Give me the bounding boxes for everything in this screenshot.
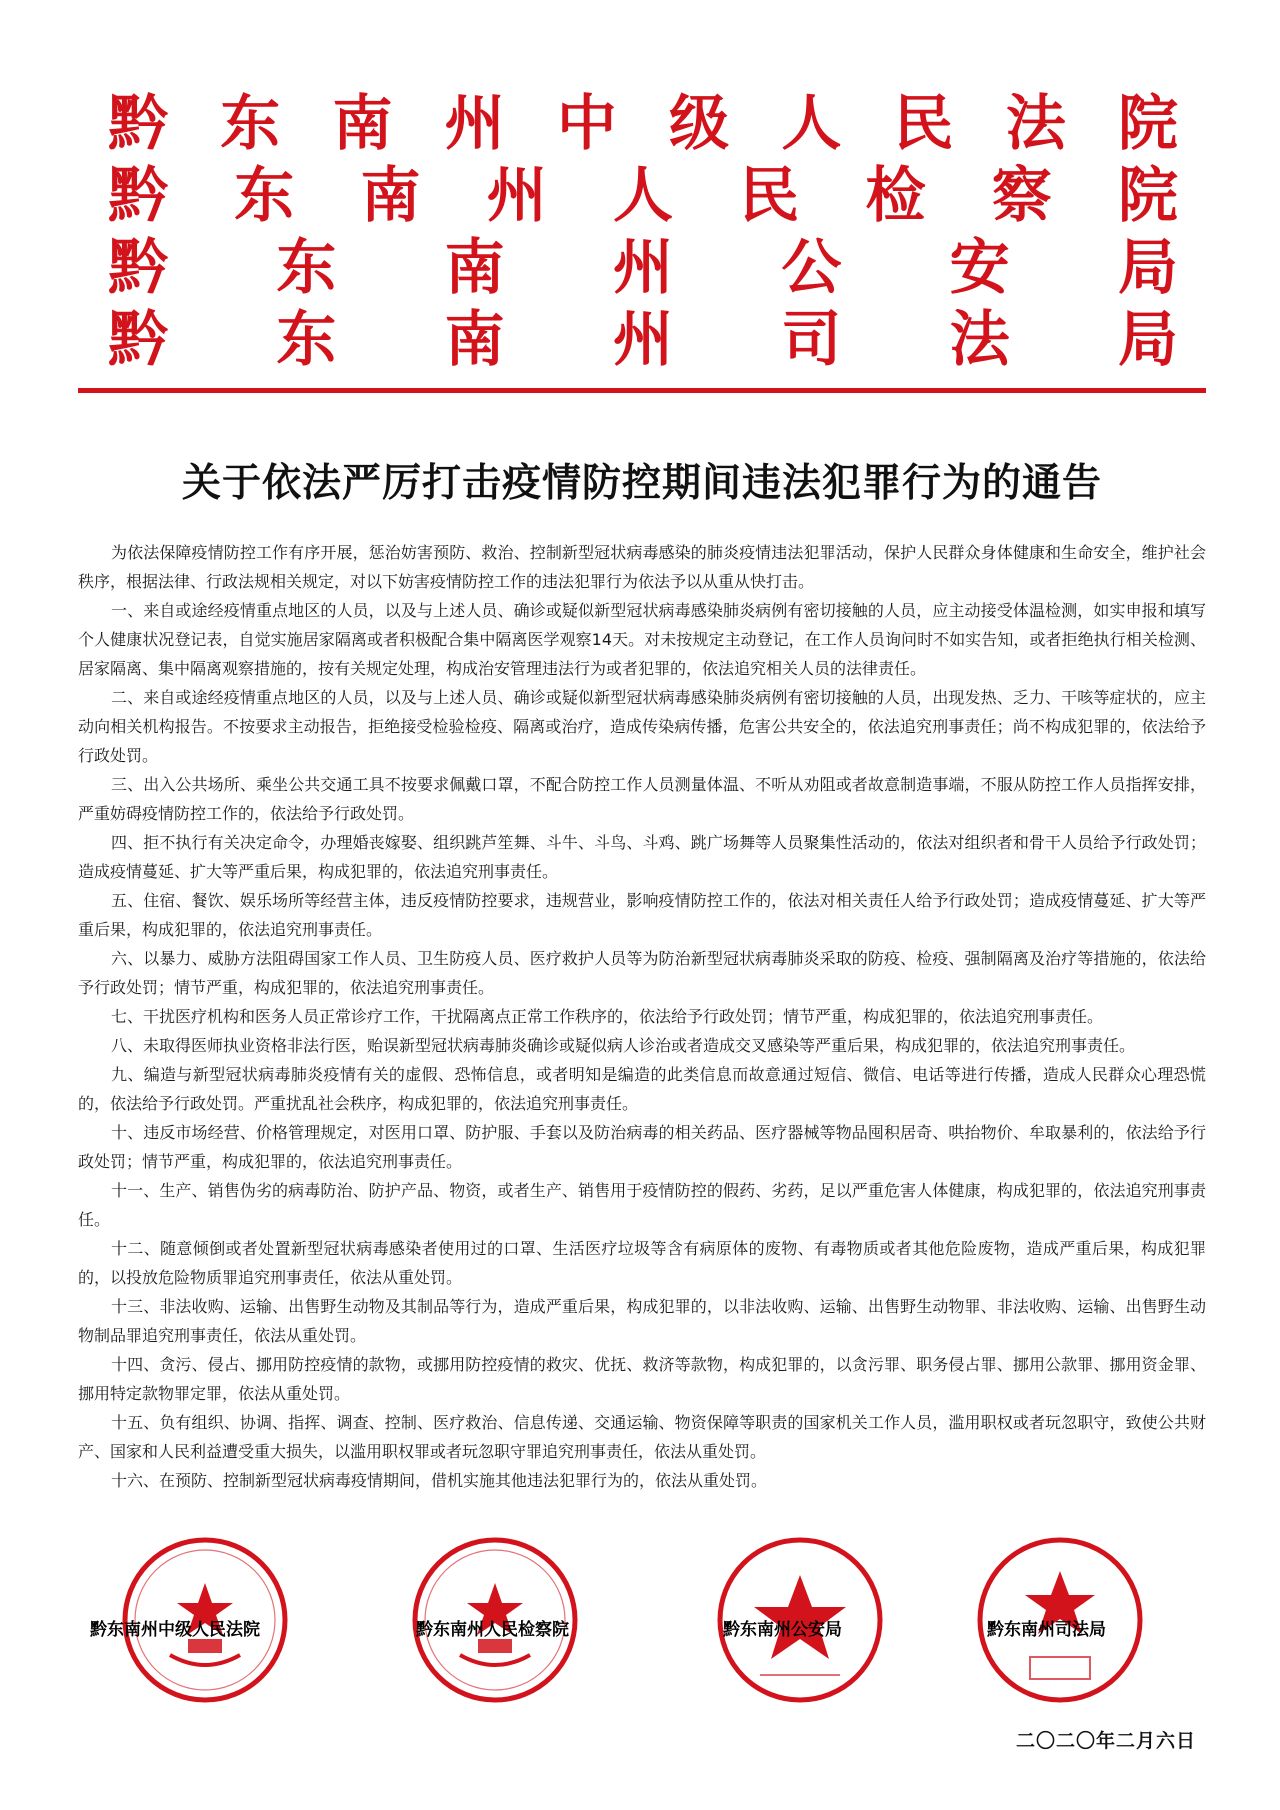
header-char: 院	[1117, 89, 1178, 159]
header-char: 东	[276, 233, 337, 303]
header-char: 南	[444, 305, 505, 375]
header-char: 黔	[108, 305, 168, 375]
header-char: 东	[276, 305, 337, 375]
header-char: 中	[556, 89, 617, 159]
header-line-procuratorate	[108, 160, 1178, 232]
header-char: 安	[949, 233, 1010, 303]
header-char: 察	[991, 161, 1052, 231]
header-char: 级	[669, 89, 730, 159]
justice-bureau-seal	[975, 1535, 1145, 1705]
header-line-justice	[108, 304, 1178, 376]
notice-date: 二〇二〇年二月六日	[1016, 1730, 1197, 1752]
court-seal-name: 黔东南州中级人民法院	[90, 1620, 260, 1640]
header-char: 东	[234, 161, 295, 231]
paragraph: 十五、负有组织、协调、指挥、调查、控制、医疗救治、信息传递、交通运输、物资保障等职责的国家机关工作人员，滥用职权或者玩忽职守，致使公共财产、国家和人民利益遭受重大损失，以滥用职权罪或者玩忽职守罪追究刑事责任，依法从重处罚。	[78, 1413, 1206, 1461]
public-security-seal	[715, 1535, 885, 1705]
header-char: 州	[612, 305, 673, 375]
header-char: 南	[332, 89, 393, 159]
paragraph: 十、违反市场经营、价格管理规定，对医用口罩、防护服、手套以及防治病毒的相关药品、医疗器械等物品囤积居奇、哄抬物价、牟取暴利的，依法给予行政处罚；情节严重，构成犯罪的，依法追究刑事责任。	[78, 1123, 1206, 1171]
notice-body	[78, 538, 1206, 1495]
paragraph: 十三、非法收购、运输、出售野生动物及其制品等行为，造成严重后果，构成犯罪的，以非法收购、运输、出售野生动物罪、非法收购、运输、出售野生动物制品罪追究刑事责任，依法从重处罚。	[78, 1297, 1206, 1345]
signature-seals	[0, 1525, 1280, 1715]
header-char: 法	[1005, 89, 1066, 159]
court-seal	[90, 1535, 290, 1705]
header-char: 司	[781, 305, 842, 375]
issuing-authorities-header	[108, 88, 1178, 376]
header-char: 民	[739, 161, 800, 231]
procuratorate-seal	[410, 1535, 580, 1705]
header-char: 法	[949, 305, 1010, 375]
header-char: 黔	[108, 161, 168, 231]
paragraph: 六、以暴力、威胁方法阻碍国家工作人员、卫生防疫人员、医疗救护人员等为防治新型冠状病毒肺炎采取的防疫、检疫、强制隔离及治疗等措施的，依法给予行政处罚；情节严重，构成犯罪的，依法追究刑事责任。	[78, 949, 1206, 997]
header-char: 院	[1118, 161, 1178, 231]
header-line-public-security	[108, 232, 1178, 304]
paragraph: 八、未取得医师执业资格非法行医，贻误新型冠状病毒肺炎确诊或疑似病人诊治或者造成交叉感染等严重后果，构成犯罪的，依法追究刑事责任。	[111, 1036, 1136, 1055]
header-char: 黔	[108, 233, 168, 303]
header-char: 南	[444, 233, 505, 303]
header-char: 东	[220, 89, 281, 159]
header-char: 黔	[108, 89, 168, 159]
paragraph: 四、拒不执行有关决定命令，办理婚丧嫁娶、组织跳芦笙舞、斗牛、斗鸟、斗鸡、跳广场舞等人员聚集性活动的，依法对组织者和骨干人员给予行政处罚；造成疫情蔓延、扩大等严重后果，构成犯罪的，依法追究刑事责任。	[78, 833, 1206, 881]
notice-title: 关于依法严厉打击疫情防控期间违法犯罪行为的通告	[181, 461, 1102, 506]
paragraph: 七、干扰医疗机构和医务人员正常诊疗工作，干扰隔离点正常工作秩序的，依法给予行政处罚；情节严重，构成犯罪的，依法追究刑事责任。	[111, 1007, 1104, 1026]
paragraph: 十一、生产、销售伪劣的病毒防治、防护产品、物资，或者生产、销售用于疫情防控的假药、劣药，足以严重危害人体健康，构成犯罪的，依法追究刑事责任。	[78, 1181, 1206, 1229]
header-char: 人	[613, 161, 673, 231]
paragraph: 九、编造与新型冠状病毒肺炎疫情有关的虚假、恐怖信息，或者明知是编造的此类信息而故意通过短信、微信、电话等进行传播，造成人民群众心理恐慌的，依法给予行政处罚。严重扰乱社会秩序，构成犯罪的，依法追究刑事责任。	[78, 1065, 1206, 1113]
paragraph: 十二、随意倾倒或者处置新型冠状病毒感染者使用过的口罩、生活医疗垃圾等含有病原体的废物、有毒物质或者其他危险废物，造成严重后果，构成犯罪的，以投放危险物质罪追究刑事责任，依法从重处罚。	[78, 1239, 1206, 1287]
header-char: 局	[1117, 233, 1178, 303]
paragraph: 十六、在预防、控制新型冠状病毒疫情期间，借机实施其他违法犯罪行为的，依法从重处罚。	[111, 1471, 768, 1490]
header-char: 检	[865, 161, 926, 231]
header-char: 人	[781, 89, 842, 159]
paragraph: 为依法保障疫情防控工作有序开展，惩治妨害预防、救治、控制新型冠状病毒感染的肺炎疫情违法犯罪活动，保护人民群众身体健康和生命安全，维护社会秩序，根据法律、行政法规相关规定，对以下妨害疫情防控工作的违法犯罪行为依法予以从重从快打击。	[78, 543, 1206, 591]
justice-bureau-seal-name: 黔东南州司法局	[987, 1620, 1106, 1640]
header-char: 局	[1117, 305, 1178, 375]
paragraph: 五、住宿、餐饮、娱乐场所等经营主体，违反疫情防控要求，违规营业，影响疫情防控工作的，依法对相关责任人给予行政处罚；造成疫情蔓延、扩大等严重后果，构成犯罪的，依法追究刑事责任。	[78, 891, 1206, 939]
procuratorate-seal-name: 黔东南州人民检察院	[416, 1620, 569, 1640]
header-line-court	[108, 88, 1178, 160]
header-char: 公	[781, 233, 842, 303]
header-char: 民	[893, 89, 954, 159]
paragraph: 二、来自或途经疫情重点地区的人员，以及与上述人员、确诊或疑似新型冠状病毒感染肺炎病例有密切接触的人员，出现发热、乏力、干咳等症状的，应主动向相关机构报告。不按要求主动报告，拒绝接受检验检疫、隔离或治疗，造成传染病传播，危害公共安全的，依法追究刑事责任；尚不构成犯罪的，依法给予行政处罚。	[78, 688, 1206, 765]
public-security-seal-name: 黔东南州公安局	[723, 1620, 842, 1640]
header-char: 南	[360, 161, 421, 231]
header-char: 州	[612, 233, 673, 303]
header-divider-rule	[78, 388, 1206, 393]
paragraph: 十四、贪污、侵占、挪用防控疫情的款物，或挪用防控疫情的救灾、优抚、救济等款物，构成犯罪的，以贪污罪、职务侵占罪、挪用公款罪、挪用资金罪、挪用特定款物罪定罪，依法从重处罚。	[78, 1355, 1206, 1403]
header-char: 州	[486, 161, 547, 231]
header-char: 州	[444, 89, 505, 159]
paragraph: 一、来自或途经疫情重点地区的人员，以及与上述人员、确诊或疑似新型冠状病毒感染肺炎病例有密切接触的人员，应主动接受体温检测，如实申报和填写个人健康状况登记表，自觉实施居家隔离或者积极配合集中隔离医学观察14天。对未按规定主动登记，在工作人员询问时不如实告知，或者拒绝执行相关检测、居家隔离、集中隔离观察措施的，按有关规定处理，构成治安管理违法行为或者犯罪的，依法追究相关人员的法律责任。	[78, 601, 1206, 678]
paragraph: 三、出入公共场所、乘坐公共交通工具不按要求佩戴口罩，不配合防控工作人员测量体温、不听从劝阻或者故意制造事端，不服从防控工作人员指挥安排，严重妨碍疫情防控工作的，依法给予行政处罚。	[78, 775, 1206, 823]
